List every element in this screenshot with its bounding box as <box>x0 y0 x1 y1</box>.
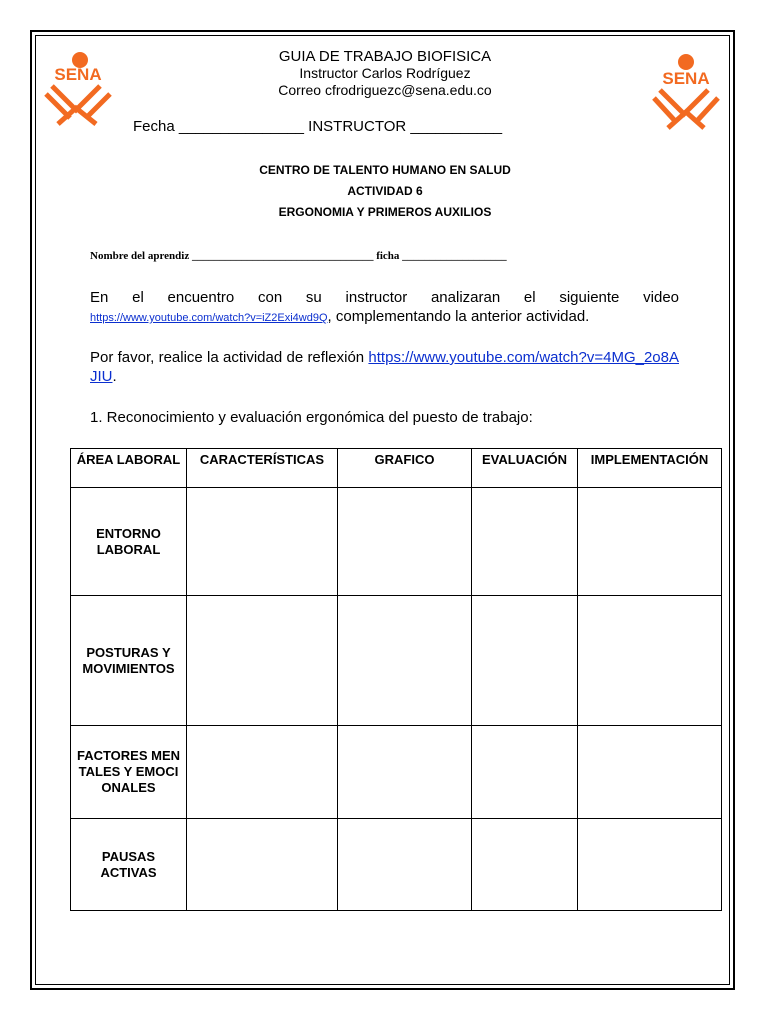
activity-topic: ERGONOMIA Y PRIMEROS AUXILIOS <box>278 205 492 219</box>
row-area-label: FACTORES MENTALES Y EMOCIONALES <box>71 726 187 819</box>
table-cell[interactable] <box>338 596 472 726</box>
document-header <box>200 48 570 99</box>
table-cell[interactable] <box>187 488 338 596</box>
table-cell[interactable] <box>578 596 722 726</box>
header-caracteristicas: CARACTERÍSTICAS <box>187 449 338 488</box>
header-area-laboral: ÁREA LABORAL <box>71 449 187 488</box>
header-implementacion: IMPLEMENTACIÓN <box>578 449 722 488</box>
activity-number: ACTIVIDAD 6 <box>347 184 423 198</box>
paragraph-video-tail: , complementando la anterior actividad. <box>327 308 590 325</box>
ergonomic-evaluation-table <box>70 448 722 911</box>
row-area-label: POSTURAS Y MOVIMIENTOS <box>71 596 187 726</box>
sena-logo-text: SENA <box>54 65 102 84</box>
paragraph-reflection <box>90 348 679 386</box>
fecha-instructor-line: Fecha _______________ INSTRUCTOR ___________ <box>133 118 503 135</box>
instructor-email: Correo cfrodriguezc@sena.edu.co <box>278 82 492 98</box>
row-area-label: PAUSAS ACTIVAS <box>71 819 187 911</box>
table-row <box>71 596 722 726</box>
table-cell[interactable] <box>338 819 472 911</box>
table-row <box>71 726 722 819</box>
table-cell[interactable] <box>578 488 722 596</box>
paragraph-video <box>90 288 679 328</box>
paragraph-video-lead: En el encuentro con su instructor analizaran el siguiente video <box>90 289 679 306</box>
table-cell[interactable] <box>338 488 472 596</box>
table-cell[interactable] <box>187 726 338 819</box>
table-cell[interactable] <box>472 596 578 726</box>
table-cell[interactable] <box>187 596 338 726</box>
row-area-label: ENTORNO LABORAL <box>71 488 187 596</box>
header-grafico: GRAFICO <box>338 449 472 488</box>
section-heading: 1. Reconocimiento y evaluación ergonómica del puesto de trabajo: <box>90 409 533 426</box>
sena-logo-left <box>38 48 118 128</box>
paragraph-reflection-tail: . <box>112 368 117 385</box>
paragraph-reflection-lead: Por favor, realice la actividad de reflexión <box>90 349 369 366</box>
table-cell[interactable] <box>338 726 472 819</box>
header-evaluacion: EVALUACIÓN <box>472 449 578 488</box>
table-cell[interactable] <box>578 819 722 911</box>
video-link-1[interactable]: https://www.youtube.com/watch?v=iZ2Exi4wd9Q <box>90 312 328 324</box>
sena-logo-text: SENA <box>662 69 710 88</box>
table-row <box>71 819 722 911</box>
table-cell[interactable] <box>472 488 578 596</box>
student-name-line: Nombre del aprendiz _________________________________ ficha ___________________ <box>90 250 507 262</box>
table-header-row <box>71 449 722 488</box>
table-cell[interactable] <box>472 819 578 911</box>
table-row <box>71 488 722 596</box>
guide-title: GUIA DE TRABAJO BIOFISICA <box>278 48 492 65</box>
video-link-2[interactable]: https://www.youtube.com/watch?v=4MG_2o8AJIU <box>90 349 679 385</box>
activity-heading <box>150 160 620 223</box>
center-name: CENTRO DE TALENTO HUMANO EN SALUD <box>259 163 511 177</box>
table-cell[interactable] <box>578 726 722 819</box>
sena-logo-right <box>646 50 726 130</box>
instructor-name: Instructor Carlos Rodríguez <box>299 65 471 81</box>
table-cell[interactable] <box>187 819 338 911</box>
table-cell[interactable] <box>472 726 578 819</box>
